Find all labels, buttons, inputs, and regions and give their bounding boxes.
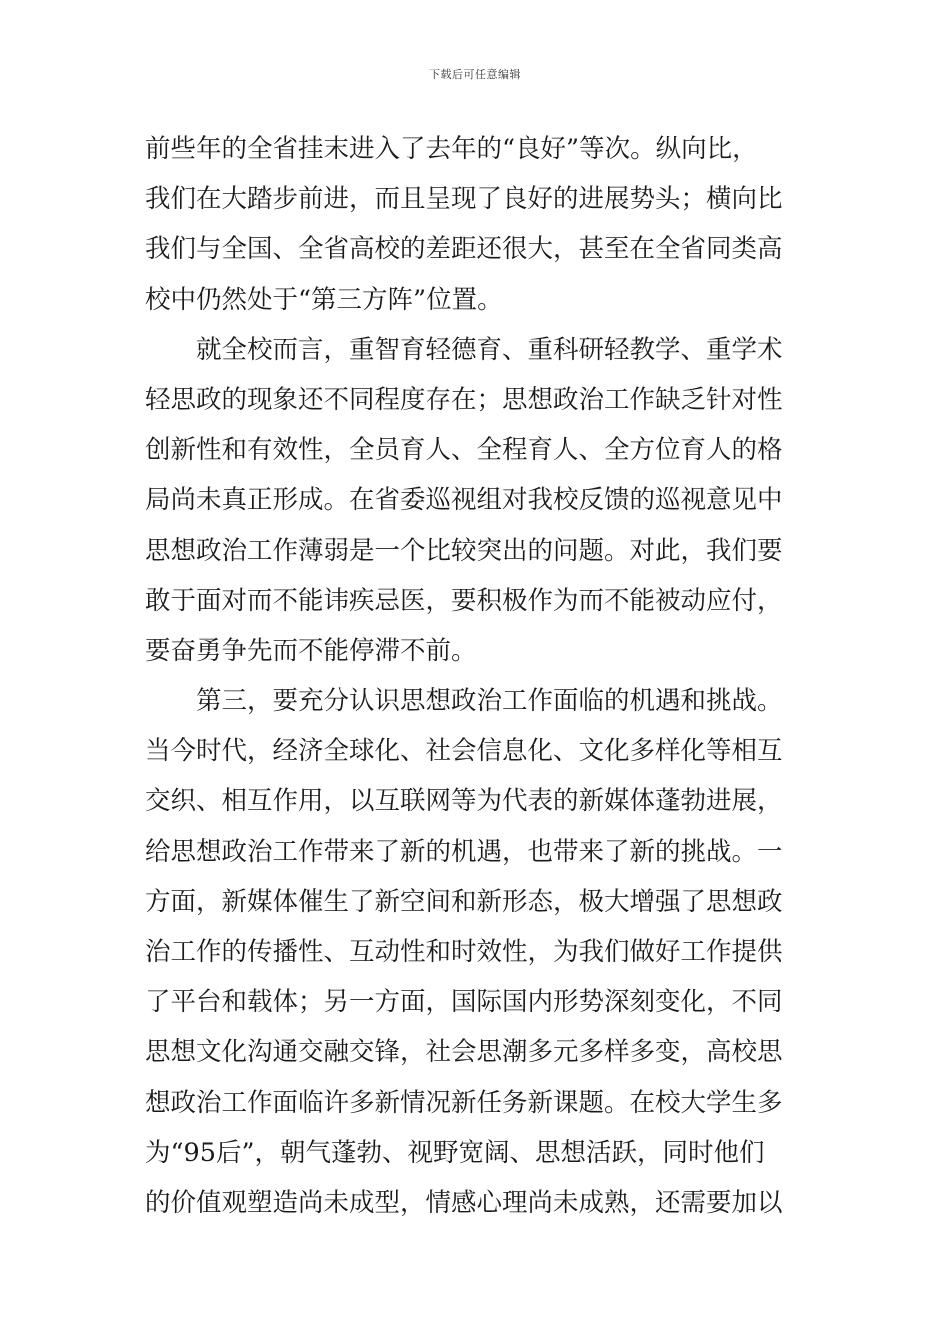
document-body [145, 124, 809, 1228]
paragraph-first-line: 第三，要充分认识思想政治工作面临的机遇和挑战。 [196, 686, 783, 717]
text-line: 为“95后”，朝气蓬勃、视野宽阔、思想活跃，同时他们 [145, 1137, 765, 1168]
text-line: 方面，新媒体催生了新空间和新形态，极大增强了思想政 [145, 886, 783, 917]
text-line: 的价值观塑造尚未成型，情感心理尚未成熟，还需要加以 [145, 1187, 783, 1218]
text-line: 轻思政的现象还不同程度存在；思想政治工作缺乏针对性 [145, 384, 783, 415]
text-line: 思想政治工作薄弱是一个比较突出的问题。对此，我们要 [145, 535, 783, 566]
text-line: 我们在大踏步前进，而且呈现了良好的进展势头；横向比 [145, 184, 783, 215]
page-header: 下载后可任意编辑 [429, 68, 521, 81]
text-line: 给思想政治工作带来了新的机遇，也带来了新的挑战。一 [145, 836, 783, 867]
paragraph-first-line: 就全校而言，重智育轻德育、重科研轻教学、重学术 [196, 334, 783, 365]
text-line: 局尚未真正形成。在省委巡视组对我校反馈的巡视意见中 [145, 485, 783, 516]
text-line: 了平台和载体；另一方面，国际国内形势深刻变化，不同 [145, 987, 783, 1018]
text-line: 当今时代，经济全球化、社会信息化、文化多样化等相互 [145, 736, 783, 767]
text-line: 前些年的全省挂末进入了去年的“良好”等次。纵向比， [145, 134, 758, 164]
text-line: 我们与全国、全省高校的差距还很大，甚至在全省同类高 [145, 234, 783, 265]
text-line: 思想文化沟通交融交锋，社会思潮多元多样多变，高校思 [145, 1037, 783, 1068]
text-line: 敢于面对而不能讳疾忌医，要积极作为而不能被动应付， [145, 585, 783, 616]
text-line: 想政治工作面临许多新情况新任务新课题。在校大学生多 [145, 1087, 783, 1118]
text-line: 治工作的传播性、互动性和时效性，为我们做好工作提供 [145, 937, 783, 967]
text-line: 交织、相互作用，以互联网等为代表的新媒体蓬勃进展， [145, 786, 783, 817]
text-line: 校中仍然处于“第三方阵”位置。 [145, 284, 503, 315]
text-line: 要奋勇争先而不能停滞不前。 [145, 635, 477, 666]
text-line: 创新性和有效性，全员育人、全程育人、全方位育人的格 [145, 435, 783, 466]
